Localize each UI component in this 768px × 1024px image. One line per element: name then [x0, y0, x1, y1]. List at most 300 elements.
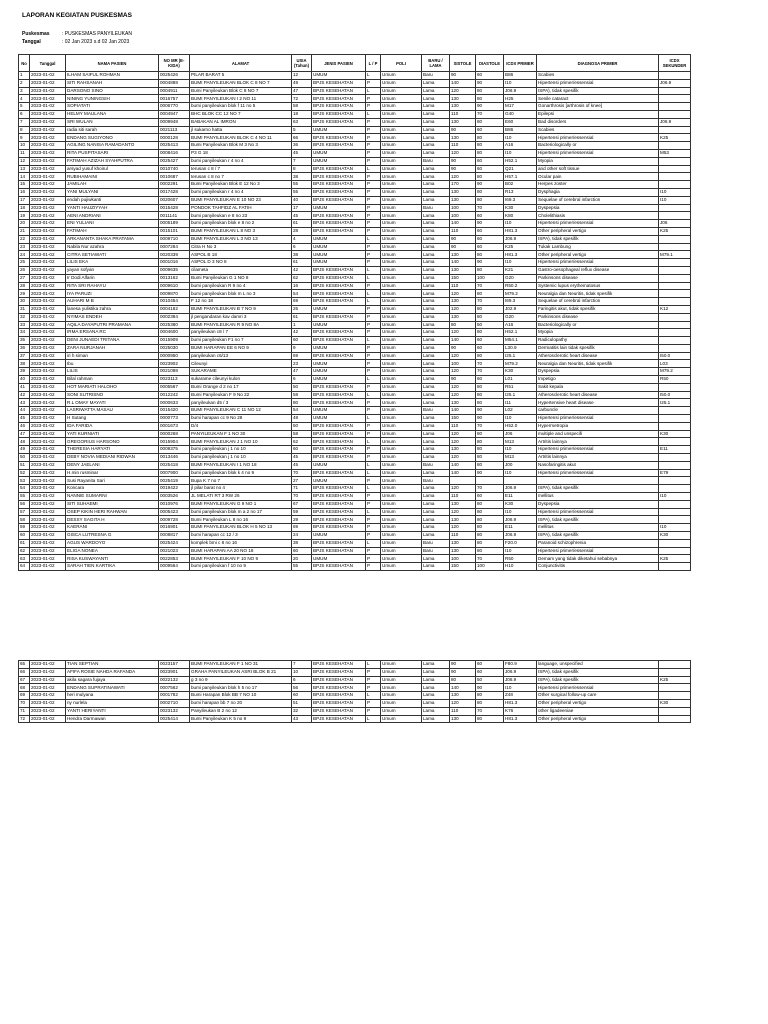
cell-poli: Umum — [381, 142, 422, 150]
cell-poli: Umum — [381, 485, 422, 493]
cell-jenis-kelamin: P — [366, 407, 381, 415]
cell-icdx-sekunder: K25 — [659, 555, 691, 563]
cell-sistole: 110 — [450, 532, 476, 540]
cell-poli: Umum — [381, 149, 422, 157]
cell-jenis-kelamin: P — [366, 282, 381, 290]
cell-diagnosa-primer: Hipertensi primer/essensial — [537, 259, 659, 267]
cell-baru-lama: Lama — [422, 274, 450, 282]
cell-alamat: bumi panyileukan r 4 no 4 — [190, 157, 292, 165]
cell-no-mr: 0009635 — [159, 266, 190, 274]
cell-jenis-pasien: BPJS KESEHATAN — [312, 485, 366, 493]
cell-alamat: BUMI PANYILEUKAN G 9 NO 1 — [190, 500, 292, 508]
cell-tanggal: 2023-01-02 — [30, 430, 66, 438]
cell-no-mr: 0025424 — [159, 539, 190, 547]
cell-tanggal: 2023-01-02 — [30, 290, 66, 298]
cell-tanggal: 2023-01-02 — [30, 477, 66, 485]
cell-poli: Umum — [381, 305, 422, 313]
puskesmas-label: Puskesmas — [22, 31, 50, 37]
cell-alamat: sukarame cileunyi kulon — [190, 376, 292, 384]
cell-diagnosa-primer: Hipertensi primer/essensial — [537, 508, 659, 516]
cell-alamat: GRAHA PANYILEUKAN ASRI BLOK B 21 — [190, 668, 292, 676]
cell-usia: 62 — [292, 274, 312, 282]
cell-poli: Umum — [381, 259, 422, 267]
cell-diastole: 80 — [476, 251, 504, 259]
cell-no: 66 — [19, 668, 30, 676]
cell-jenis-kelamin: L — [366, 469, 381, 477]
cell-sistole: 110 — [450, 282, 476, 290]
cell-diagnosa-primer: Artritis lainnya — [537, 438, 659, 446]
cell-jenis-kelamin: P — [366, 196, 381, 204]
table-row — [19, 563, 691, 571]
cell-icdx-primer: H57.1 — [504, 173, 537, 181]
cell-jenis-kelamin: L — [366, 692, 381, 700]
cell-no: 28 — [19, 282, 30, 290]
cell-tanggal: 2023-01-02 — [30, 87, 66, 95]
cell-sistole: 120 — [450, 454, 476, 462]
cell-no: 51 — [19, 461, 30, 469]
table-row — [19, 165, 691, 173]
cell-no-mr: 0011141 — [159, 212, 190, 220]
cell-usia: 61 — [292, 259, 312, 267]
cell-jenis-pasien: BPJS KESEHATAN — [312, 446, 366, 454]
cell-baru-lama: Lama — [422, 188, 450, 196]
cell-alamat: PANYILEUKAN F 1 NO 30 — [190, 430, 292, 438]
cell-sistole: 130 — [450, 547, 476, 555]
cell-nama-pasien: SOPIATATI — [66, 103, 159, 111]
cell-poli: Umum — [381, 469, 422, 477]
cell-tanggal: 2023-01-02 — [30, 446, 66, 454]
cell-no: 38 — [19, 360, 30, 368]
cell-sistole: 90 — [450, 243, 476, 251]
cell-baru-lama: Baru — [422, 539, 450, 547]
cell-nama-pasien: ENI YULIANI — [66, 220, 159, 228]
cell-no: 5 — [19, 103, 30, 111]
cell-jenis-pasien: BPJS KESEHATAN — [312, 79, 366, 87]
cell-diagnosa-primer: Artritis lainnya — [537, 454, 659, 462]
cell-jenis-pasien: BPJS KESEHATAN — [312, 676, 366, 684]
cell-baru-lama: Lama — [422, 368, 450, 376]
cell-no-mr: 0009728 — [159, 516, 190, 524]
cell-icdx-sekunder: K30 — [659, 699, 691, 707]
report-title: LAPORAN KEGIATAN PUSKESMAS — [22, 12, 132, 19]
cell-no-mr: 0005567 — [159, 383, 190, 391]
table-row — [19, 715, 691, 723]
cell-diastole: 80 — [476, 134, 504, 142]
cell-diagnosa-primer: Myopia — [537, 157, 659, 165]
cell-diastole: 80 — [476, 539, 504, 547]
cell-alamat: BUMI PANYILEUKAN L 3 NO 13 — [190, 235, 292, 243]
cell-nama-pasien: ENDANG SUGIYONO — [66, 134, 159, 142]
cell-no-mr: 0004182 — [159, 305, 190, 313]
cell-no: 49 — [19, 446, 30, 454]
cell-icdx-primer — [504, 477, 537, 485]
cell-nama-pasien: RUBIHAMAINI — [66, 173, 159, 181]
table-row — [19, 368, 691, 376]
cell-jenis-kelamin: L — [366, 661, 381, 669]
cell-usia: 6 — [292, 243, 312, 251]
cell-usia: 38 — [292, 173, 312, 181]
cell-poli: Umum — [381, 699, 422, 707]
cell-tanggal: 2023-01-02 — [30, 274, 66, 282]
cell-poli: Umum — [381, 134, 422, 142]
cell-tanggal: 2023-01-02 — [30, 461, 66, 469]
cell-no: 44 — [19, 407, 30, 415]
cell-no-mr: 0021098 — [159, 368, 190, 376]
cell-usia: 36 — [292, 142, 312, 150]
cell-usia: 55 — [292, 181, 312, 189]
cell-no: 1 — [19, 72, 30, 80]
cell-sistole: 120 — [450, 391, 476, 399]
cell-tanggal: 2023-01-02 — [30, 157, 66, 165]
cell-jenis-pasien: UMUM — [312, 344, 366, 352]
cell-diastole: 60 — [476, 72, 504, 80]
cell-nama-pasien: ENDANG SUPRATINAWATI — [66, 684, 159, 692]
cell-no: 59 — [19, 524, 30, 532]
cell-no: 30 — [19, 298, 30, 306]
cell-diastole: 80 — [476, 461, 504, 469]
cell-no: 13 — [19, 165, 30, 173]
cell-tanggal: 2023-01-02 — [30, 707, 66, 715]
cell-jenis-kelamin: L — [366, 290, 381, 298]
cell-alamat: bumi panyileukan blok k 4 no 9 — [190, 469, 292, 477]
cell-nama-pasien: IYA PARUZI — [66, 290, 159, 298]
cell-no: 34 — [19, 329, 30, 337]
header-no-mr: NO MR (E-KIDA) — [159, 55, 190, 72]
cell-diastole — [476, 477, 504, 485]
cell-sistole: 120 — [450, 329, 476, 337]
cell-baru-lama: Lama — [422, 692, 450, 700]
cell-usia: 71 — [292, 485, 312, 493]
cell-usia: 69 — [292, 524, 312, 532]
cell-usia: 63 — [292, 118, 312, 126]
cell-jenis-kelamin: P — [366, 532, 381, 540]
cell-poli: Umum — [381, 715, 422, 723]
cell-baru-lama: Lama — [422, 438, 450, 446]
cell-no: 64 — [19, 563, 30, 571]
table-row — [19, 72, 691, 80]
cell-jenis-pasien: UMUM — [312, 477, 366, 485]
cell-tanggal: 2023-01-02 — [30, 376, 66, 384]
cell-usia: 6 — [292, 676, 312, 684]
table-row — [19, 173, 691, 181]
cell-sistole: 100 — [450, 555, 476, 563]
cell-jenis-kelamin: L — [366, 235, 381, 243]
cell-no: 22 — [19, 235, 30, 243]
cell-diagnosa-primer: Hipertensi primer/essensial — [537, 149, 659, 157]
cell-diastole: 90 — [476, 103, 504, 111]
cell-diastole: 80 — [476, 438, 504, 446]
cell-icdx-sekunder — [659, 407, 691, 415]
cell-no-mr: 0007284 — [159, 243, 190, 251]
cell-diastole: 80 — [476, 383, 504, 391]
cell-icdx-sekunder — [659, 103, 691, 111]
cell-icdx-primer: H81.3 — [504, 715, 537, 723]
cell-usia: 16 — [292, 282, 312, 290]
cell-baru-lama: Lama — [422, 360, 450, 368]
cell-alamat: SUKARAME — [190, 368, 292, 376]
cell-baru-lama: Lama — [422, 508, 450, 516]
header-diagnosa-primer: DIAGNOSA PRIMER — [537, 55, 659, 72]
cell-nama-pasien: NYIMAS ENDEH — [66, 313, 159, 321]
cell-sistole: 130 — [450, 134, 476, 142]
cell-jenis-pasien: UMUM — [312, 235, 366, 243]
cell-usia: 38 — [292, 539, 312, 547]
cell-icdx-sekunder: I10 — [659, 493, 691, 501]
cell-nama-pasien: ELIGA NONEA — [66, 547, 159, 555]
cell-tanggal: 2023-01-02 — [30, 165, 66, 173]
cell-tanggal: 2023-01-02 — [30, 79, 66, 87]
cell-poli: Umum — [381, 95, 422, 103]
cell-icdx-primer: K30 — [504, 368, 537, 376]
cell-tanggal: 2023-01-02 — [30, 524, 66, 532]
cell-alamat: jl sukarno hatta — [190, 126, 292, 134]
cell-tanggal: 2023-01-02 — [30, 282, 66, 290]
cell-poli: Umum — [381, 212, 422, 220]
cell-nama-pasien: AUHARI M B — [66, 298, 159, 306]
cell-alamat: bumi panyileukan blok h 5 no 17 — [190, 684, 292, 692]
cell-diastole: 80 — [476, 454, 504, 462]
cell-nama-pasien: GREGORIUS HARSONO — [66, 438, 159, 446]
cell-jenis-kelamin: P — [366, 422, 381, 430]
cell-poli: Umum — [381, 493, 422, 501]
table-row — [19, 126, 691, 134]
cell-no-mr: 0025414 — [159, 715, 190, 723]
cell-jenis-pasien: BPJS KESEHATAN — [312, 547, 366, 555]
cell-usia: 51 — [292, 699, 312, 707]
cell-no-mr: 0004600 — [159, 329, 190, 337]
cell-nama-pasien: THERESIA HARYATI — [66, 446, 159, 454]
cell-icdx-primer: H81.3 — [504, 699, 537, 707]
cell-no: 42 — [19, 391, 30, 399]
cell-icdx-sekunder — [659, 95, 691, 103]
cell-poli: Umum — [381, 376, 422, 384]
cell-diastole: 50 — [476, 676, 504, 684]
cell-usia: 62 — [292, 438, 312, 446]
cell-jenis-pasien: BPJS KESEHATAN — [312, 422, 366, 430]
cell-no: 8 — [19, 126, 30, 134]
cell-jenis-pasien: BPJS KESEHATAN — [312, 500, 366, 508]
cell-poli: Umum — [381, 368, 422, 376]
cell-poli: Umum — [381, 157, 422, 165]
cell-no-mr: 0025380 — [159, 321, 190, 329]
cell-baru-lama: Lama — [422, 415, 450, 423]
cell-tanggal: 2023-01-02 — [30, 500, 66, 508]
cell-poli: Umum — [381, 188, 422, 196]
cell-baru-lama: Lama — [422, 524, 450, 532]
cell-jenis-pasien: BPJS KESEHATAN — [312, 266, 366, 274]
cell-no-mr: 0009564 — [159, 563, 190, 571]
cell-jenis-pasien: BPJS KESEHATAN — [312, 383, 366, 391]
cell-sistole: 140 — [450, 461, 476, 469]
cell-usia: 10 — [292, 668, 312, 676]
cell-jenis-pasien: BPJS KESEHATAN — [312, 508, 366, 516]
cell-jenis-pasien: BPJS KESEHATAN — [312, 430, 366, 438]
cell-poli: Umum — [381, 243, 422, 251]
cell-alamat: D/4 — [190, 422, 292, 430]
table-row — [19, 415, 691, 423]
cell-alamat: Citra H No 3 — [190, 243, 292, 251]
cell-tanggal: 2023-01-02 — [30, 313, 66, 321]
header-no: No — [19, 55, 30, 72]
cell-alamat: Cileunyi — [190, 360, 292, 368]
cell-jenis-pasien: BPJS KESEHATAN — [312, 290, 366, 298]
table-row — [19, 266, 691, 274]
cell-poli: Umum — [381, 684, 422, 692]
cell-alamat: Bumi Panyileukan G 1 NO 8 — [190, 274, 292, 282]
cell-diagnosa-primer: Ocular pain — [537, 173, 659, 181]
cell-no: 41 — [19, 383, 30, 391]
cell-no-mr: 0010687 — [159, 173, 190, 181]
table-row — [19, 321, 691, 329]
cell-sistole: 90 — [450, 376, 476, 384]
table-row — [19, 212, 691, 220]
cell-no-mr: 0001673 — [159, 422, 190, 430]
cell-nama-pasien: Bilal rahman — [66, 376, 159, 384]
cell-diastole: 70 — [476, 298, 504, 306]
cell-baru-lama: Lama — [422, 305, 450, 313]
cell-baru-lama: Lama — [422, 391, 450, 399]
cell-no: 9 — [19, 134, 30, 142]
cell-poli: Umum — [381, 454, 422, 462]
cell-diastole: 80 — [476, 430, 504, 438]
cell-no: 57 — [19, 508, 30, 516]
cell-diastole: 80 — [476, 692, 504, 700]
cell-baru-lama: Lama — [422, 485, 450, 493]
cell-icdx-primer: E60 — [504, 118, 537, 126]
cell-icdx-sekunder — [659, 563, 691, 571]
cell-icdx-sekunder: J06.9 — [659, 118, 691, 126]
cell-no: 14 — [19, 173, 30, 181]
cell-icdx-sekunder: I50.0 — [659, 352, 691, 360]
cell-jenis-pasien: BPJS KESEHATAN — [312, 95, 366, 103]
cell-diagnosa-primer: Herpes zoster — [537, 181, 659, 189]
cell-sistole: 90 — [450, 344, 476, 352]
cell-no: 36 — [19, 344, 30, 352]
cell-jenis-kelamin: P — [366, 352, 381, 360]
cell-tanggal: 2023-01-02 — [30, 149, 66, 157]
cell-baru-lama: Baru — [422, 477, 450, 485]
cell-diagnosa-primer: Dysphagia — [537, 188, 659, 196]
cell-no: 21 — [19, 227, 30, 235]
cell-sistole: 130 — [450, 298, 476, 306]
cell-baru-lama: Lama — [422, 352, 450, 360]
cell-icdx-primer: H81.3 — [504, 251, 537, 259]
cell-jenis-pasien: BPJS KESEHATAN — [312, 110, 366, 118]
cell-poli: Umum — [381, 563, 422, 571]
cell-diagnosa-primer: ISPA), tidak spesifik — [537, 668, 659, 676]
cell-sistole: 140 — [450, 259, 476, 267]
cell-alamat: bumi panyileukan j 1 no 10 — [190, 446, 292, 454]
cell-alamat: BUMI PANYILEUKAN E 10 NO 23 — [190, 196, 292, 204]
cell-diastole: 50 — [476, 321, 504, 329]
cell-tanggal: 2023-01-02 — [30, 344, 66, 352]
cell-icdx-primer: I25.1 — [504, 391, 537, 399]
table-row — [19, 407, 691, 415]
table-row — [19, 344, 691, 352]
cell-no: 72 — [19, 715, 30, 723]
table-row — [19, 508, 691, 516]
cell-poli: Umum — [381, 204, 422, 212]
cell-poli: Umum — [381, 344, 422, 352]
cell-nama-pasien: HOT MARIATI HALOHO — [66, 383, 159, 391]
cell-usia: 7 — [292, 661, 312, 669]
cell-sistole: 120 — [450, 524, 476, 532]
cell-jenis-pasien: BPJS KESEHATAN — [312, 399, 366, 407]
cell-jenis-pasien: UMUM — [312, 407, 366, 415]
cell-diagnosa-primer: ISPA), tidak spesifik — [537, 485, 659, 493]
cell-alamat: jl pengandaran kav damri 3 — [190, 313, 292, 321]
cell-no-mr: 0005423 — [159, 508, 190, 516]
cell-icdx-sekunder — [659, 321, 691, 329]
cell-jenis-kelamin: P — [366, 699, 381, 707]
cell-no-mr: 0020339 — [159, 251, 190, 259]
cell-diastole: 90 — [476, 181, 504, 189]
cell-diastole: 80 — [476, 305, 504, 313]
cell-baru-lama: Lama — [422, 422, 450, 430]
cell-baru-lama: Lama — [422, 181, 450, 189]
cell-icdx-primer: E11 — [504, 524, 537, 532]
cell-diastole: 60 — [476, 661, 504, 669]
cell-diastole: 80 — [476, 524, 504, 532]
cell-jenis-kelamin: L — [366, 508, 381, 516]
cell-icdx-primer: R50.2 — [504, 282, 537, 290]
cell-baru-lama: Baru — [422, 72, 450, 80]
cell-baru-lama: Lama — [422, 337, 450, 345]
cell-jenis-kelamin: L — [366, 298, 381, 306]
cell-icdx-primer: M54.1 — [504, 337, 537, 345]
cell-sistole: 80 — [450, 321, 476, 329]
cell-alamat: komplek bmi c 8 no 16 — [190, 539, 292, 547]
cell-diastole: 60 — [476, 668, 504, 676]
cell-baru-lama: Lama — [422, 344, 450, 352]
cell-icdx-sekunder — [659, 290, 691, 298]
cell-diastole: 90 — [476, 407, 504, 415]
cell-jenis-kelamin: P — [366, 668, 381, 676]
cell-jenis-pasien: UMUM — [312, 243, 366, 251]
cell-icdx-sekunder: I50.0 — [659, 391, 691, 399]
cell-jenis-pasien: BPJS KESEHATAN — [312, 668, 366, 676]
cell-baru-lama: Lama — [422, 454, 450, 462]
cell-diagnosa-primer: Atherosclerotic heart disease — [537, 352, 659, 360]
cell-sistole: 110 — [450, 422, 476, 430]
cell-icdx-primer: J06.9 — [504, 235, 537, 243]
cell-sistole: 110 — [450, 110, 476, 118]
cell-jenis-kelamin: P — [366, 344, 381, 352]
cell-diastole: 80 — [476, 547, 504, 555]
cell-alamat: Bumi Panyileukan Blok C 8 NO 7 — [190, 87, 292, 95]
cell-diagnosa-primer: other ligadeeniae — [537, 707, 659, 715]
cell-usia: 1 — [292, 321, 312, 329]
cell-usia: 45 — [292, 461, 312, 469]
cell-sistole: 120 — [450, 485, 476, 493]
cell-usia: 50 — [292, 383, 312, 391]
cell-icdx-sekunder — [659, 126, 691, 134]
cell-no: 63 — [19, 555, 30, 563]
cell-jenis-kelamin: P — [366, 446, 381, 454]
cell-poli: Umum — [381, 266, 422, 274]
cell-icdx-sekunder — [659, 337, 691, 345]
table-row — [19, 305, 691, 313]
cell-baru-lama: Lama — [422, 134, 450, 142]
cell-no: 62 — [19, 547, 30, 555]
cell-no-mr: 0009375 — [159, 446, 190, 454]
cell-jenis-kelamin: P — [366, 157, 381, 165]
cell-icdx-primer: K25 — [504, 243, 537, 251]
cell-alamat: F 12 no 18 — [190, 298, 292, 306]
cell-alamat: BUMI PANYILEUKAN I 2 NO 11 — [190, 95, 292, 103]
cell-diastole: 80 — [476, 391, 504, 399]
cell-baru-lama: Lama — [422, 329, 450, 337]
